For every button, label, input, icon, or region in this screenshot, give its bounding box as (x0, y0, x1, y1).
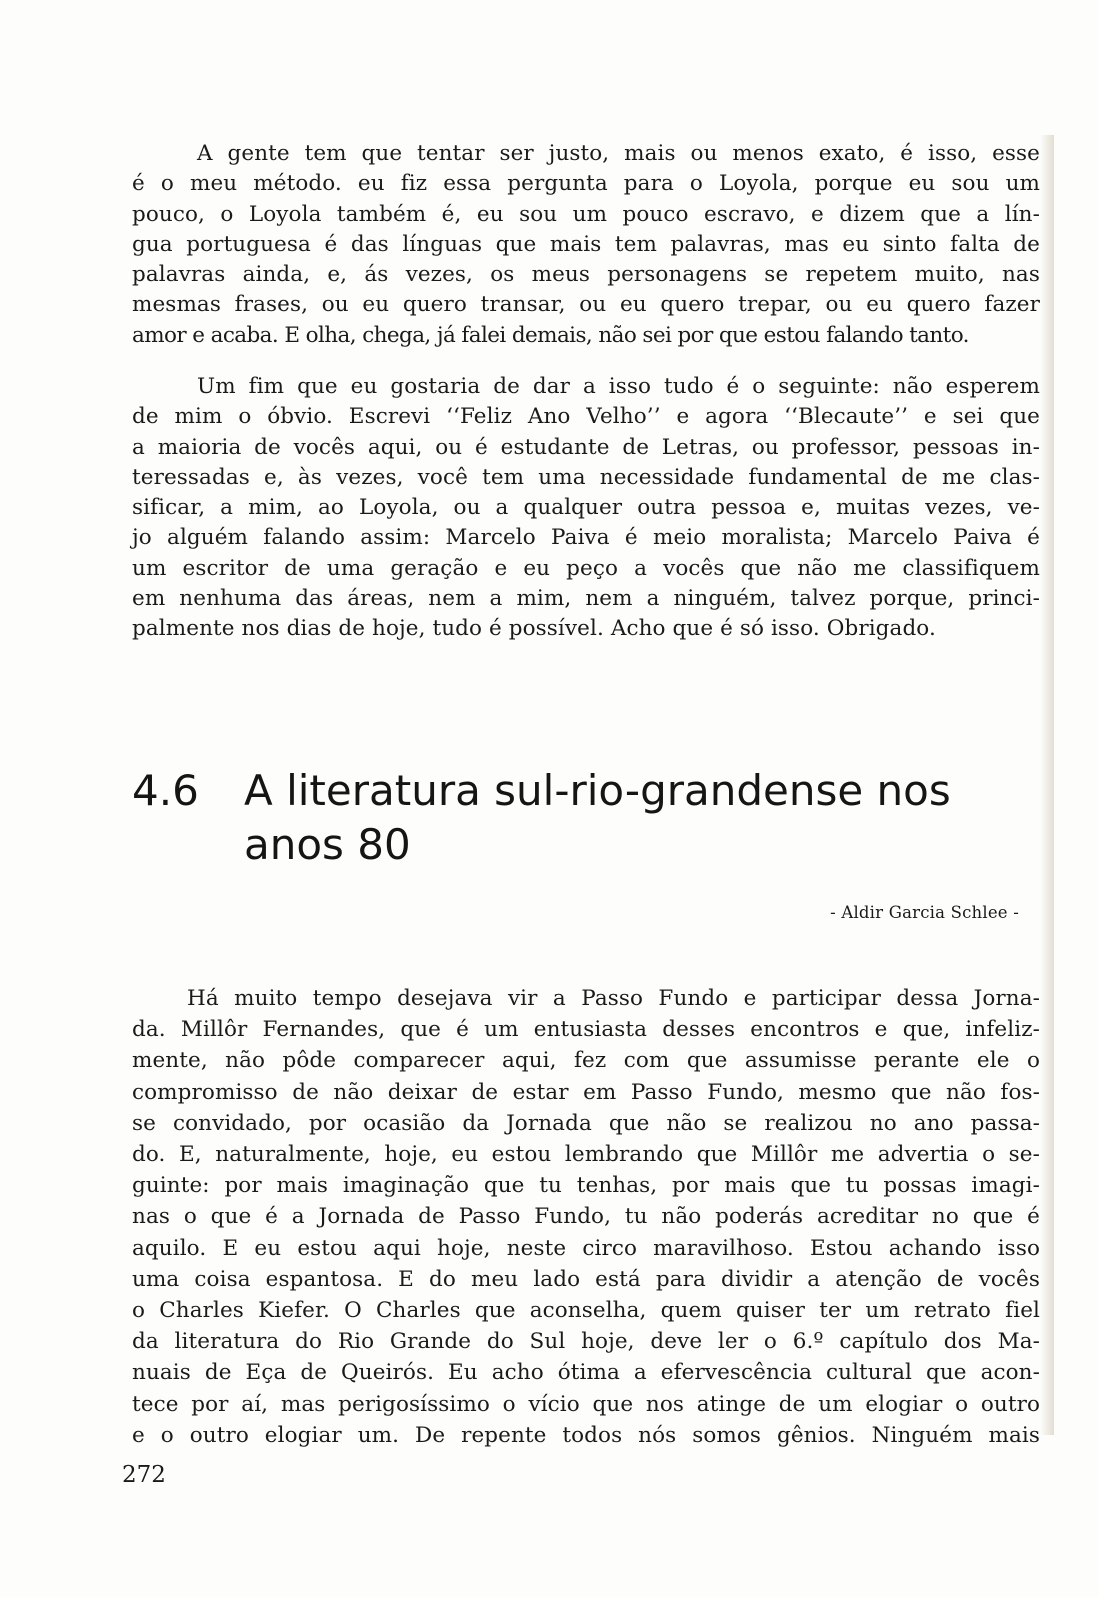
text-line: guinte: por mais imaginação que tu tenhas, por mais que tu possas imagi- (132, 1173, 1040, 1199)
text-line: gua portuguesa é das línguas que mais tem palavras, mas eu sinto falta de (132, 231, 1040, 257)
text-line: do. E, naturalmente, hoje, eu estou lembrando que Millôr me advertia o se- (132, 1142, 1040, 1168)
section-number: 4.6 (132, 766, 199, 815)
paragraph-1 (132, 139, 1040, 351)
text-line: nas o que é a Jornada de Passo Fundo, tu não poderás acreditar no que é (132, 1204, 1040, 1230)
text-line: teressadas e, às vezes, você tem uma necessidade fundamental de me clas- (132, 464, 1040, 490)
text-line: uma coisa espantosa. E do meu lado está para dividir a atenção de vocês (132, 1266, 1040, 1292)
text-line: tece por aí, mas perigosíssimo o vício que nos atinge de um elogiar o outro (132, 1391, 1040, 1417)
text-line: pouco, o Loyola também é, eu sou um pouco escravo, e dizem que a lín- (132, 201, 1040, 227)
text-line: de mim o óbvio. Escrevi ‘‘Feliz Ano Velho’’ e agora ‘‘Blecaute’’ e sei que (132, 404, 1040, 430)
section-title-line-1: A literatura sul-rio-grandense nos (244, 766, 951, 815)
text-line: mente, não pôde comparecer aqui, fez com que assumisse perante ele o (132, 1048, 1040, 1074)
text-line: palmente nos dias de hoje, tudo é possível. Acho que é só isso. Obrigado. (132, 616, 936, 642)
binding-shadow (1040, 135, 1054, 1435)
page-number: 272 (122, 1462, 166, 1488)
text-line: Um fim que eu gostaria de dar a isso tudo é o seguinte: não esperem (197, 374, 1040, 399)
text-line: um escritor de uma geração e eu peço a vocês que não me classifiquem (132, 555, 1040, 581)
text-line: da literatura do Rio Grande do Sul hoje, deve ler o 6.º capítulo dos Ma- (132, 1329, 1040, 1355)
text-line: nuais de Eça de Queirós. Eu acho ótima a efervescência cultural que acon- (132, 1360, 1040, 1386)
text-line: a maioria de vocês aqui, ou é estudante de Letras, ou professor, pessoas in- (132, 434, 1040, 460)
section-heading (132, 764, 951, 872)
text-line: amor e acaba. E olha, chega, já falei demais, não sei por que estou falando tanto. (132, 322, 969, 348)
text-line: Há muito tempo desejava vir a Passo Fundo e participar dessa Jorna- (187, 986, 1040, 1011)
paragraph-2 (132, 372, 1040, 645)
text-line: é o meu método. eu fiz essa pergunta para o Loyola, porque eu sou um (132, 171, 1040, 197)
text-line: sificar, a mim, ao Loyola, ou a qualquer outra pessoa e, muitas vezes, ve- (132, 495, 1040, 521)
text-line: em nenhuma das áreas, nem a mim, nem a ninguém, talvez porque, princi- (132, 586, 1040, 612)
text-line: o Charles Kiefer. O Charles que aconselha, quem quiser ter um retrato fiel (132, 1298, 1040, 1324)
text-line: se convidado, por ocasião da Jornada que não se realizou no ano passa- (132, 1110, 1040, 1136)
text-line: jo alguém falando assim: Marcelo Paiva é meio moralista; Marcelo Paiva é (132, 525, 1040, 551)
section-title-line-2: anos 80 (244, 820, 411, 869)
text-line: palavras ainda, e, ás vezes, os meus personagens se repetem muito, nas (132, 262, 1040, 288)
paragraph-3 (132, 983, 1040, 1451)
text-line: mesmas frases, ou eu quero transar, ou eu quero trepar, ou eu quero fazer (132, 292, 1040, 318)
text-line: e o outro elogiar um. De repente todos nós somos gênios. Ninguém mais (132, 1422, 1040, 1448)
text-line: da. Millôr Fernandes, que é um entusiasta desses encontros e que, infeliz- (132, 1017, 1040, 1043)
text-line: aquilo. E eu estou aqui hoje, neste circo maravilhoso. Estou achando isso (132, 1235, 1040, 1261)
text-line: compromisso de não deixar de estar em Passo Fundo, mesmo que não fos- (132, 1079, 1040, 1105)
text-line: A gente tem que tentar ser justo, mais ou menos exato, é isso, esse (197, 141, 1040, 166)
author-byline: - Aldir Garcia Schlee - (830, 903, 1019, 922)
